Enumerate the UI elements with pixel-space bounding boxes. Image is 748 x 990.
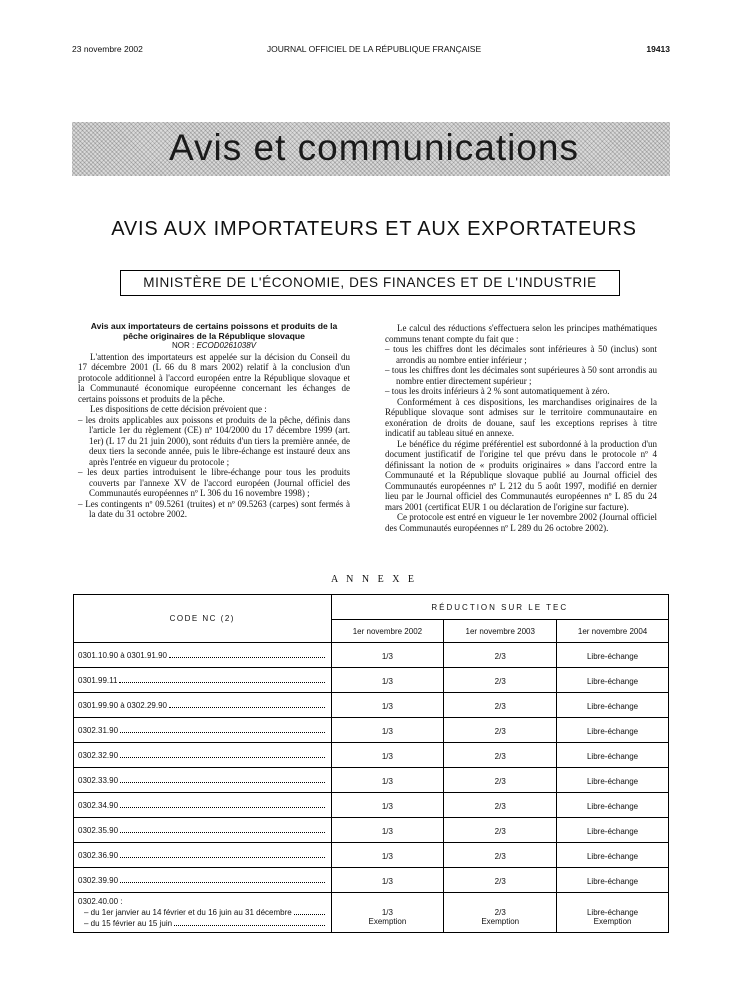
value-cell: 1/3 xyxy=(331,793,444,818)
code-cell: 0302.40.00 : – du 1er janvier au 14 février et du 16 juin au 31 décembre – du 15 février au 15 juin xyxy=(74,893,332,933)
col-header-date-1: 1er novembre 2002 xyxy=(331,620,444,643)
right-paragraph: Le bénéfice du régime préférentiel est subordonné à la production d'un document justificatif de l'origine tel que prévu dans le protocole nº 4 définissant la notion de « produits originaires » dans l'accord entre la Communauté et la République slovaque publié au Journal officiel des Communautés européennes nº L 212 du 5 août 1997, modifié en dernier lieu par le Journal officiel des Communautés européennes nº L 85 du 24 mars 2001 (certificat EUR 1 ou déclaration de l'origine sur facture). xyxy=(385,438,657,512)
value-cell: 2/3 xyxy=(444,718,557,743)
code-cell: 0302.33.90 xyxy=(74,768,332,793)
table-row xyxy=(74,718,669,743)
table-row xyxy=(74,868,669,893)
value-cell: Libre-échange xyxy=(557,668,669,693)
right-paragraph: Le calcul des réductions s'effectuera selon les principes mathématiques communs tenant compte du fait que : xyxy=(385,323,657,344)
table-row xyxy=(74,843,669,868)
code-cell: 0301.99.90 à 0302.29.90 xyxy=(74,693,332,718)
value-cell: Libre-échange Exemption xyxy=(557,893,669,933)
code-cell: 0301.99.11 xyxy=(74,668,332,693)
table-row xyxy=(74,693,669,718)
table-row xyxy=(74,743,669,768)
value-cell: 1/3 xyxy=(331,868,444,893)
left-paragraph: – les deux parties introduisent le libre-échange pour tous les produits couverts par l'annexe XV de l'accord européen (Journal officiel des Communautés européennes nº L 306 du 16 novembre 1998) ; xyxy=(78,467,350,498)
value-cell: Libre-échange xyxy=(557,743,669,768)
header-date: 23 novembre 2002 xyxy=(72,44,143,54)
right-paragraph: Ce protocole est entré en vigueur le 1er novembre 2002 (Journal officiel des Communautés européennes nº L 289 du 26 octobre 2002). xyxy=(385,512,657,533)
table-row xyxy=(74,668,669,693)
col-header-reduction: RÉDUCTION SUR LE TEC xyxy=(331,595,668,620)
nor-reference: NOR : ECOD0261038V xyxy=(171,341,257,350)
value-cell: 1/3 xyxy=(331,818,444,843)
value-cell: 1/3 xyxy=(331,743,444,768)
value-cell: 2/3 xyxy=(444,743,557,768)
right-paragraph: – tous les chiffres dont les décimales sont inférieures à 50 (inclus) sont arrondis au nombre entier inférieur ; xyxy=(385,344,657,365)
left-paragraph: L'attention des importateurs est appelée sur la décision du Conseil du 17 décembre 2001 (L 66 du 8 mars 2002) relatif à la conclusion d'un protocole additionnel à l'accord européen entre la République slovaque et la Communauté économique européenne concernant les échanges de certains poissons et produits de la pêche. xyxy=(78,351,350,404)
value-cell: Libre-échange xyxy=(557,868,669,893)
table-row xyxy=(74,893,669,933)
col-header-code: CODE NC (2) xyxy=(74,595,332,643)
ministry-box: MINISTÈRE DE L'ÉCONOMIE, DES FINANCES ET DE L'INDUSTRIE xyxy=(120,270,620,296)
value-cell: 1/3 xyxy=(331,643,444,668)
value-cell: 2/3 xyxy=(444,668,557,693)
left-column xyxy=(78,321,350,520)
col-header-date-2: 1er novembre 2003 xyxy=(444,620,557,643)
header-journal: JOURNAL OFFICIEL DE LA RÉPUBLIQUE FRANÇAISE xyxy=(266,44,482,54)
value-cell: 1/3 Exemption xyxy=(331,893,444,933)
header-page-number: 19413 xyxy=(646,44,670,54)
table-row xyxy=(74,768,669,793)
code-cell: 0302.39.90 xyxy=(74,868,332,893)
value-cell: 1/3 xyxy=(331,668,444,693)
table-row xyxy=(74,793,669,818)
value-cell: 2/3 xyxy=(444,868,557,893)
code-cell: 0302.35.90 xyxy=(74,818,332,843)
value-cell: 2/3 xyxy=(444,818,557,843)
table-row xyxy=(74,643,669,668)
value-cell: Libre-échange xyxy=(557,693,669,718)
col-header-date-3: 1er novembre 2004 xyxy=(557,620,669,643)
value-cell: Libre-échange xyxy=(557,843,669,868)
value-cell: 2/3 xyxy=(444,793,557,818)
code-cell: 0301.10.90 à 0301.91.90 xyxy=(74,643,332,668)
left-paragraph: Les dispositions de cette décision prévoient que : xyxy=(90,404,267,414)
right-paragraph: – tous les droits inférieurs à 2 % sont automatiquement à zéro. xyxy=(385,386,610,396)
code-cell: 0302.32.90 xyxy=(74,743,332,768)
value-cell: 2/3 xyxy=(444,693,557,718)
value-cell: Libre-échange xyxy=(557,718,669,743)
value-cell: 1/3 xyxy=(331,718,444,743)
article-title: Avis aux importateurs de certains poissons et produits de la pêche originaires de la République slovaque xyxy=(90,321,338,341)
table-row xyxy=(74,818,669,843)
code-cell: 0302.31.90 xyxy=(74,718,332,743)
value-cell: 2/3 xyxy=(444,643,557,668)
value-cell: 2/3 xyxy=(444,768,557,793)
value-cell: Libre-échange xyxy=(557,793,669,818)
annexe-table xyxy=(73,594,669,933)
code-cell: 0302.34.90 xyxy=(74,793,332,818)
left-paragraph: – les droits applicables aux poissons et produits de la pêche, définis dans l'article 1er du règlement (CE) nº 104/2000 du 17 décembre 1999 (art. 1er) (L 17 du 21 juin 2000), sont réduits d'un tiers la première année, de deux tiers la seconde année, puis le libre-échange est instauré deux ans après l'entrée en vigueur du protocole ; xyxy=(78,414,350,467)
value-cell: 2/3 Exemption xyxy=(444,893,557,933)
value-cell: 1/3 xyxy=(331,843,444,868)
left-paragraph: – Les contingents nº 09.5261 (truites) et nº 09.5263 (carpes) sont fermés à la date du 31 octobre 2002. xyxy=(78,498,350,519)
annexe-title: A N N E X E xyxy=(330,574,418,585)
code-cell: 0302.36.90 xyxy=(74,843,332,868)
right-column xyxy=(385,323,657,533)
value-cell: Libre-échange xyxy=(557,643,669,668)
right-paragraph: Conformément à ces dispositions, les marchandises originaires de la République slovaque sont admises sur le territoire communautaire en exonération de droits de douane, sauf les exceptions reprises à titre indicatif au tableau situé en annexe. xyxy=(385,396,657,438)
value-cell: Libre-échange xyxy=(557,818,669,843)
section-title: AVIS AUX IMPORTATEURS ET AUX EXPORTATEURS xyxy=(111,218,637,240)
value-cell: 1/3 xyxy=(331,693,444,718)
value-cell: 2/3 xyxy=(444,843,557,868)
value-cell: Libre-échange xyxy=(557,768,669,793)
banner-title: Avis et communications xyxy=(169,127,579,168)
value-cell: 1/3 xyxy=(331,768,444,793)
right-paragraph: – tous les chiffres dont les décimales sont supérieures à 50 sont arrondis au nombre entier directement supérieur ; xyxy=(385,365,657,386)
